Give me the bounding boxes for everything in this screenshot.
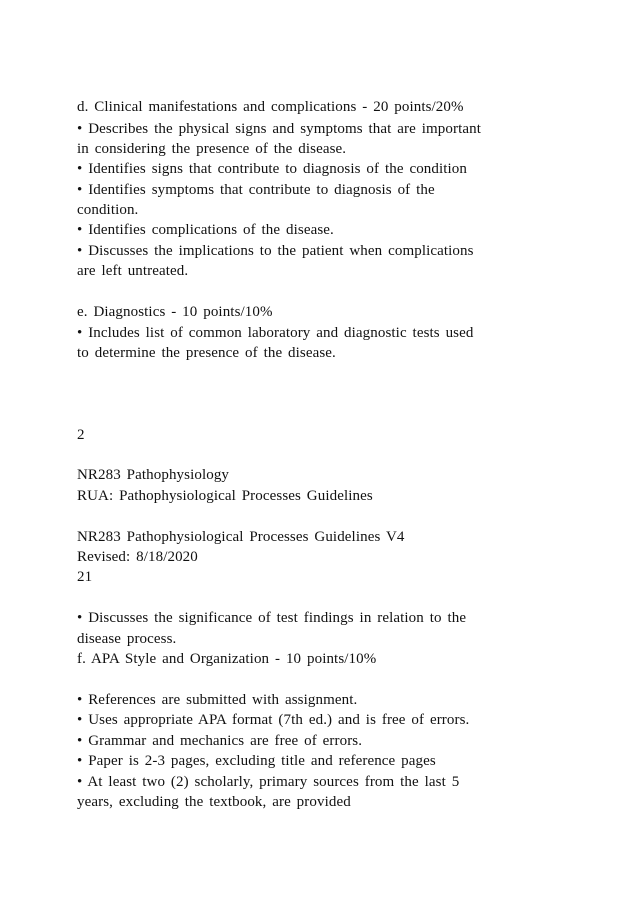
text-line: years, excluding the textbook, are provided bbox=[77, 794, 351, 810]
bullet-line: • Grammar and mechanics are free of errors. bbox=[77, 733, 363, 749]
bullet-line: • Uses appropriate APA format (7th ed.) and is free of errors. bbox=[77, 712, 470, 728]
bullet-line: • Discusses the implications to the patient when complications bbox=[77, 243, 474, 259]
bullet-line: • Identifies symptoms that contribute to diagnosis of the bbox=[77, 182, 435, 198]
bullet-line: • Identifies signs that contribute to diagnosis of the condition bbox=[77, 161, 468, 177]
text-line: condition. bbox=[77, 202, 139, 218]
footer-page-number: 21 bbox=[77, 569, 93, 585]
text-line: to determine the presence of the disease. bbox=[77, 345, 336, 361]
bullet-line: • Includes list of common laboratory and diagnostic tests used bbox=[77, 325, 474, 341]
course-title: NR283 Pathophysiology bbox=[77, 467, 230, 483]
text-line: disease process. bbox=[77, 631, 177, 647]
text-line: in considering the presence of the disease. bbox=[77, 141, 347, 157]
bullet-line: • Paper is 2-3 pages, excluding title and reference pages bbox=[77, 753, 436, 769]
footer-title: NR283 Pathophysiological Processes Guidelines V4 bbox=[77, 529, 405, 545]
revision-date: Revised: 8/18/2020 bbox=[77, 549, 198, 565]
section-d-heading: d. Clinical manifestations and complications - 20 points/20% bbox=[77, 99, 464, 115]
section-f-heading: f. APA Style and Organization - 10 points/10% bbox=[77, 651, 377, 667]
document-title: RUA: Pathophysiological Processes Guidelines bbox=[77, 488, 373, 504]
section-e-heading: e. Diagnostics - 10 points/10% bbox=[77, 304, 273, 320]
bullet-line: • Identifies complications of the disease. bbox=[77, 222, 334, 238]
bullet-line: • References are submitted with assignment. bbox=[77, 692, 358, 708]
bullet-line: • At least two (2) scholarly, primary sources from the last 5 bbox=[77, 774, 460, 790]
text-line: are left untreated. bbox=[77, 263, 189, 279]
page-number: 2 bbox=[77, 427, 85, 443]
bullet-line: • Describes the physical signs and symptoms that are important bbox=[77, 121, 481, 137]
bullet-line: • Discusses the significance of test findings in relation to the bbox=[77, 610, 467, 626]
